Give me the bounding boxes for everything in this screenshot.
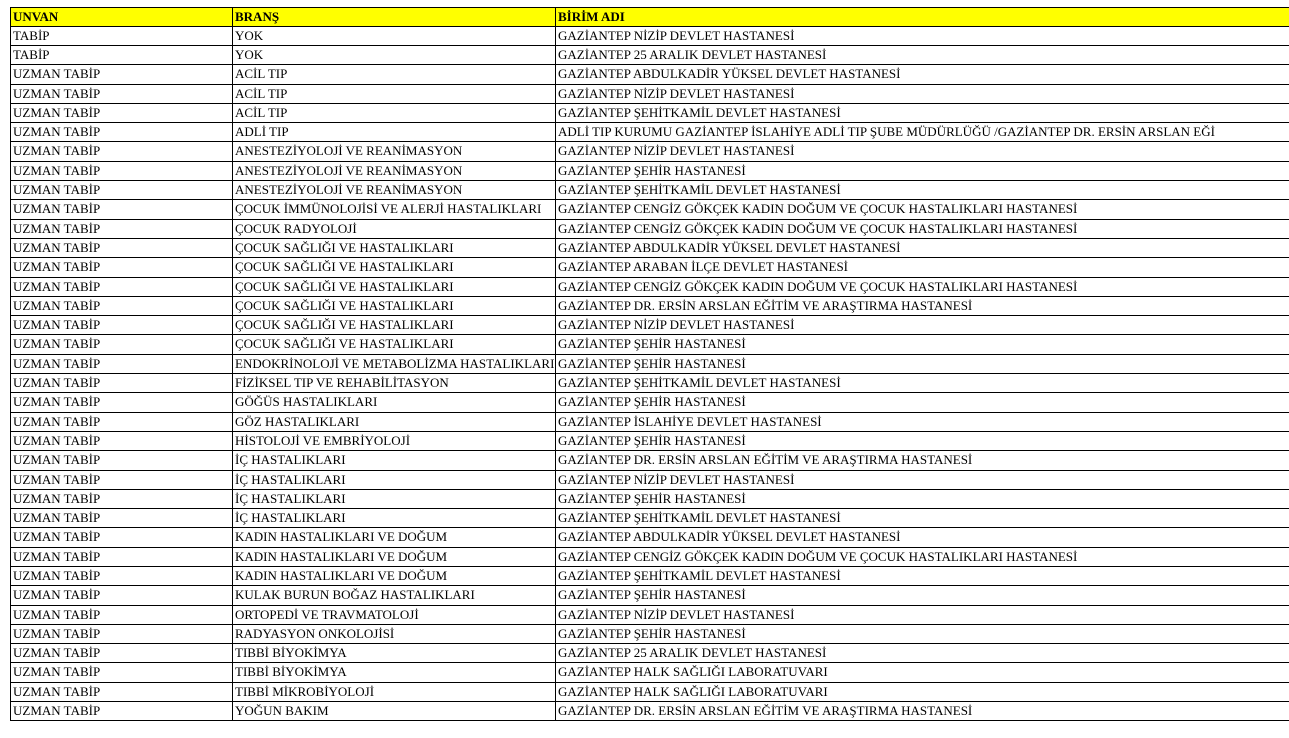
- cell-brans[interactable]: ANESTEZİYOLOJİ VE REANİMASYON: [232, 181, 555, 199]
- cell-unvan[interactable]: UZMAN TABİP: [10, 702, 232, 720]
- cell-brans[interactable]: ACİL TIP: [232, 104, 555, 122]
- cell-brans[interactable]: İÇ HASTALIKLARI: [232, 509, 555, 527]
- cell-brans[interactable]: ADLİ TIP: [232, 123, 555, 141]
- header-row: [10, 7, 1289, 27]
- cell-brans[interactable]: GÖĞÜS HASTALIKLARI: [232, 393, 555, 411]
- cell-birim[interactable]: GAZİANTEP DR. ERSİN ARSLAN EĞİTİM VE ARAŞTIRMA HASTANESİ: [555, 297, 1289, 315]
- cell-birim[interactable]: GAZİANTEP NİZİP DEVLET HASTANESİ: [555, 85, 1289, 103]
- cell-unvan[interactable]: UZMAN TABİP: [10, 162, 232, 180]
- cell-unvan[interactable]: UZMAN TABİP: [10, 316, 232, 334]
- cell-unvan[interactable]: UZMAN TABİP: [10, 644, 232, 662]
- cell-unvan[interactable]: UZMAN TABİP: [10, 663, 232, 681]
- cell-unvan[interactable]: UZMAN TABİP: [10, 413, 232, 431]
- table-body: [10, 27, 1289, 722]
- table-row: [10, 625, 1289, 644]
- cell-brans[interactable]: KADIN HASTALIKLARI VE DOĞUM: [232, 548, 555, 566]
- spreadsheet-table: [10, 7, 1289, 721]
- table-row: [10, 65, 1289, 84]
- cell-brans[interactable]: ÇOCUK RADYOLOJİ: [232, 220, 555, 238]
- cell-birim[interactable]: GAZİANTEP NİZİP DEVLET HASTANESİ: [555, 471, 1289, 489]
- cell-birim[interactable]: GAZİANTEP NİZİP DEVLET HASTANESİ: [555, 142, 1289, 160]
- cell-unvan[interactable]: UZMAN TABİP: [10, 85, 232, 103]
- cell-birim[interactable]: GAZİANTEP ŞEHİTKAMİL DEVLET HASTANESİ: [555, 374, 1289, 392]
- table-row: [10, 335, 1289, 354]
- table-row: [10, 258, 1289, 277]
- cell-brans[interactable]: FİZİKSEL TIP VE REHABİLİTASYON: [232, 374, 555, 392]
- cell-unvan[interactable]: UZMAN TABİP: [10, 509, 232, 527]
- cell-unvan[interactable]: UZMAN TABİP: [10, 239, 232, 257]
- table-row: [10, 85, 1289, 104]
- cell-unvan[interactable]: UZMAN TABİP: [10, 123, 232, 141]
- cell-unvan[interactable]: UZMAN TABİP: [10, 258, 232, 276]
- cell-unvan[interactable]: UZMAN TABİP: [10, 393, 232, 411]
- cell-unvan[interactable]: UZMAN TABİP: [10, 625, 232, 643]
- cell-birim[interactable]: GAZİANTEP CENGİZ GÖKÇEK KADIN DOĞUM VE ÇOCUK HASTALIKLARI HASTANESİ: [555, 278, 1289, 296]
- cell-brans[interactable]: TIBBİ MİKROBİYOLOJİ: [232, 683, 555, 701]
- cell-unvan[interactable]: UZMAN TABİP: [10, 355, 232, 373]
- cell-birim[interactable]: GAZİANTEP ŞEHİR HASTANESİ: [555, 393, 1289, 411]
- cell-unvan[interactable]: UZMAN TABİP: [10, 142, 232, 160]
- cell-birim[interactable]: GAZİANTEP CENGİZ GÖKÇEK KADIN DOĞUM VE ÇOCUK HASTALIKLARI HASTANESİ: [555, 548, 1289, 566]
- table-row: [10, 316, 1289, 335]
- cell-unvan[interactable]: UZMAN TABİP: [10, 586, 232, 604]
- cell-birim[interactable]: GAZİANTEP İSLAHİYE DEVLET HASTANESİ: [555, 413, 1289, 431]
- cell-birim[interactable]: GAZİANTEP ŞEHİTKAMİL DEVLET HASTANESİ: [555, 567, 1289, 585]
- cell-birim[interactable]: GAZİANTEP ŞEHİR HASTANESİ: [555, 335, 1289, 353]
- cell-brans[interactable]: ORTOPEDİ VE TRAVMATOLOJİ: [232, 606, 555, 624]
- cell-birim[interactable]: GAZİANTEP ŞEHİR HASTANESİ: [555, 490, 1289, 508]
- cell-birim[interactable]: GAZİANTEP ŞEHİR HASTANESİ: [555, 625, 1289, 643]
- table-row: [10, 297, 1289, 316]
- table-row: [10, 644, 1289, 663]
- table-row: [10, 278, 1289, 297]
- cell-unvan[interactable]: UZMAN TABİP: [10, 490, 232, 508]
- cell-brans[interactable]: ACİL TIP: [232, 85, 555, 103]
- cell-birim[interactable]: GAZİANTEP ŞEHİTKAMİL DEVLET HASTANESİ: [555, 104, 1289, 122]
- cell-brans[interactable]: YOK: [232, 27, 555, 45]
- table-row: [10, 123, 1289, 142]
- cell-brans[interactable]: KADIN HASTALIKLARI VE DOĞUM: [232, 528, 555, 546]
- cell-unvan[interactable]: UZMAN TABİP: [10, 220, 232, 238]
- cell-birim[interactable]: GAZİANTEP ABDULKADİR YÜKSEL DEVLET HASTANESİ: [555, 65, 1289, 83]
- cell-unvan[interactable]: TABİP: [10, 27, 232, 45]
- table-row: [10, 471, 1289, 490]
- table-row: [10, 663, 1289, 682]
- cell-birim[interactable]: GAZİANTEP ŞEHİTKAMİL DEVLET HASTANESİ: [555, 509, 1289, 527]
- table-row: [10, 451, 1289, 470]
- cell-birim[interactable]: GAZİANTEP 25 ARALIK DEVLET HASTANESİ: [555, 46, 1289, 64]
- table-row: [10, 567, 1289, 586]
- table-row: [10, 220, 1289, 239]
- cell-brans[interactable]: ÇOCUK SAĞLIĞI VE HASTALIKLARI: [232, 278, 555, 296]
- cell-unvan[interactable]: UZMAN TABİP: [10, 683, 232, 701]
- header-cell-unvan[interactable]: UNVAN: [10, 8, 232, 26]
- cell-unvan[interactable]: TABİP: [10, 46, 232, 64]
- table-row: [10, 181, 1289, 200]
- cell-birim[interactable]: GAZİANTEP HALK SAĞLIĞI LABORATUVARI: [555, 683, 1289, 701]
- cell-birim[interactable]: GAZİANTEP CENGİZ GÖKÇEK KADIN DOĞUM VE ÇOCUK HASTALIKLARI HASTANESİ: [555, 200, 1289, 218]
- cell-brans[interactable]: ANESTEZİYOLOJİ VE REANİMASYON: [232, 142, 555, 160]
- cell-unvan[interactable]: UZMAN TABİP: [10, 451, 232, 469]
- table-row: [10, 702, 1289, 721]
- cell-brans[interactable]: ANESTEZİYOLOJİ VE REANİMASYON: [232, 162, 555, 180]
- cell-unvan[interactable]: UZMAN TABİP: [10, 297, 232, 315]
- cell-birim[interactable]: ADLİ TIP KURUMU GAZİANTEP İSLAHİYE ADLİ TIP ŞUBE MÜDÜRLÜĞÜ /GAZİANTEP DR. ERSİN ARSLAN EĞİ: [555, 123, 1289, 141]
- table-row: [10, 239, 1289, 258]
- cell-unvan[interactable]: UZMAN TABİP: [10, 528, 232, 546]
- cell-birim[interactable]: GAZİANTEP ŞEHİR HASTANESİ: [555, 162, 1289, 180]
- cell-birim[interactable]: GAZİANTEP ARABAN İLÇE DEVLET HASTANESİ: [555, 258, 1289, 276]
- table-row: [10, 393, 1289, 412]
- table-row: [10, 548, 1289, 567]
- table-row: [10, 355, 1289, 374]
- header-cell-brans[interactable]: BRANŞ: [232, 8, 555, 26]
- cell-brans[interactable]: ENDOKRİNOLOJİ VE METABOLİZMA HASTALIKLARI: [232, 355, 555, 373]
- cell-brans[interactable]: YOK: [232, 46, 555, 64]
- table-row: [10, 200, 1289, 219]
- cell-brans[interactable]: ÇOCUK SAĞLIĞI VE HASTALIKLARI: [232, 316, 555, 334]
- cell-unvan[interactable]: UZMAN TABİP: [10, 65, 232, 83]
- cell-birim[interactable]: GAZİANTEP DR. ERSİN ARSLAN EĞİTİM VE ARAŞTIRMA HASTANESİ: [555, 702, 1289, 720]
- table-row: [10, 432, 1289, 451]
- cell-brans[interactable]: RADYASYON ONKOLOJİSİ: [232, 625, 555, 643]
- cell-brans[interactable]: ACİL TIP: [232, 65, 555, 83]
- table-row: [10, 606, 1289, 625]
- cell-brans[interactable]: İÇ HASTALIKLARI: [232, 451, 555, 469]
- cell-birim[interactable]: GAZİANTEP NİZİP DEVLET HASTANESİ: [555, 316, 1289, 334]
- table-row: [10, 46, 1289, 65]
- table-row: [10, 142, 1289, 161]
- cell-unvan[interactable]: UZMAN TABİP: [10, 606, 232, 624]
- table-row: [10, 490, 1289, 509]
- cell-brans[interactable]: ÇOCUK İMMÜNOLOJİSİ VE ALERJİ HASTALIKLARI: [232, 200, 555, 218]
- cell-birim[interactable]: GAZİANTEP ŞEHİR HASTANESİ: [555, 355, 1289, 373]
- cell-brans[interactable]: İÇ HASTALIKLARI: [232, 471, 555, 489]
- cell-brans[interactable]: ÇOCUK SAĞLIĞI VE HASTALIKLARI: [232, 239, 555, 257]
- cell-brans[interactable]: KADIN HASTALIKLARI VE DOĞUM: [232, 567, 555, 585]
- cell-birim[interactable]: GAZİANTEP CENGİZ GÖKÇEK KADIN DOĞUM VE ÇOCUK HASTALIKLARI HASTANESİ: [555, 220, 1289, 238]
- table-row: [10, 586, 1289, 605]
- table-row: [10, 162, 1289, 181]
- cell-birim[interactable]: GAZİANTEP DR. ERSİN ARSLAN EĞİTİM VE ARAŞTIRMA HASTANESİ: [555, 451, 1289, 469]
- cell-birim[interactable]: GAZİANTEP ŞEHİR HASTANESİ: [555, 586, 1289, 604]
- cell-unvan[interactable]: UZMAN TABİP: [10, 181, 232, 199]
- table-row: [10, 374, 1289, 393]
- cell-brans[interactable]: ÇOCUK SAĞLIĞI VE HASTALIKLARI: [232, 258, 555, 276]
- cell-brans[interactable]: TIBBİ BİYOKİMYA: [232, 663, 555, 681]
- cell-brans[interactable]: GÖZ HASTALIKLARI: [232, 413, 555, 431]
- cell-unvan[interactable]: UZMAN TABİP: [10, 278, 232, 296]
- cell-birim[interactable]: GAZİANTEP ABDULKADİR YÜKSEL DEVLET HASTANESİ: [555, 528, 1289, 546]
- cell-unvan[interactable]: UZMAN TABİP: [10, 471, 232, 489]
- cell-brans[interactable]: HİSTOLOJİ VE EMBRİYOLOJİ: [232, 432, 555, 450]
- table-row: [10, 27, 1289, 46]
- table-row: [10, 528, 1289, 547]
- cell-brans[interactable]: ÇOCUK SAĞLIĞI VE HASTALIKLARI: [232, 297, 555, 315]
- cell-birim[interactable]: GAZİANTEP ABDULKADİR YÜKSEL DEVLET HASTANESİ: [555, 239, 1289, 257]
- table-row: [10, 509, 1289, 528]
- cell-birim[interactable]: GAZİANTEP NİZİP DEVLET HASTANESİ: [555, 606, 1289, 624]
- cell-brans[interactable]: YOĞUN BAKIM: [232, 702, 555, 720]
- cell-unvan[interactable]: UZMAN TABİP: [10, 200, 232, 218]
- cell-brans[interactable]: ÇOCUK SAĞLIĞI VE HASTALIKLARI: [232, 335, 555, 353]
- cell-unvan[interactable]: UZMAN TABİP: [10, 374, 232, 392]
- cell-birim[interactable]: GAZİANTEP ŞEHİTKAMİL DEVLET HASTANESİ: [555, 181, 1289, 199]
- cell-birim[interactable]: GAZİANTEP HALK SAĞLIĞI LABORATUVARI: [555, 663, 1289, 681]
- cell-birim[interactable]: GAZİANTEP ŞEHİR HASTANESİ: [555, 432, 1289, 450]
- cell-birim[interactable]: GAZİANTEP 25 ARALIK DEVLET HASTANESİ: [555, 644, 1289, 662]
- cell-brans[interactable]: İÇ HASTALIKLARI: [232, 490, 555, 508]
- cell-birim[interactable]: GAZİANTEP NİZİP DEVLET HASTANESİ: [555, 27, 1289, 45]
- cell-unvan[interactable]: UZMAN TABİP: [10, 548, 232, 566]
- cell-unvan[interactable]: UZMAN TABİP: [10, 104, 232, 122]
- cell-unvan[interactable]: UZMAN TABİP: [10, 567, 232, 585]
- cell-brans[interactable]: TIBBİ BİYOKİMYA: [232, 644, 555, 662]
- header-cell-birim[interactable]: BİRİM ADI: [555, 8, 1289, 26]
- cell-brans[interactable]: KULAK BURUN BOĞAZ HASTALIKLARI: [232, 586, 555, 604]
- table-row: [10, 413, 1289, 432]
- table-row: [10, 683, 1289, 702]
- cell-unvan[interactable]: UZMAN TABİP: [10, 335, 232, 353]
- cell-unvan[interactable]: UZMAN TABİP: [10, 432, 232, 450]
- table-row: [10, 104, 1289, 123]
